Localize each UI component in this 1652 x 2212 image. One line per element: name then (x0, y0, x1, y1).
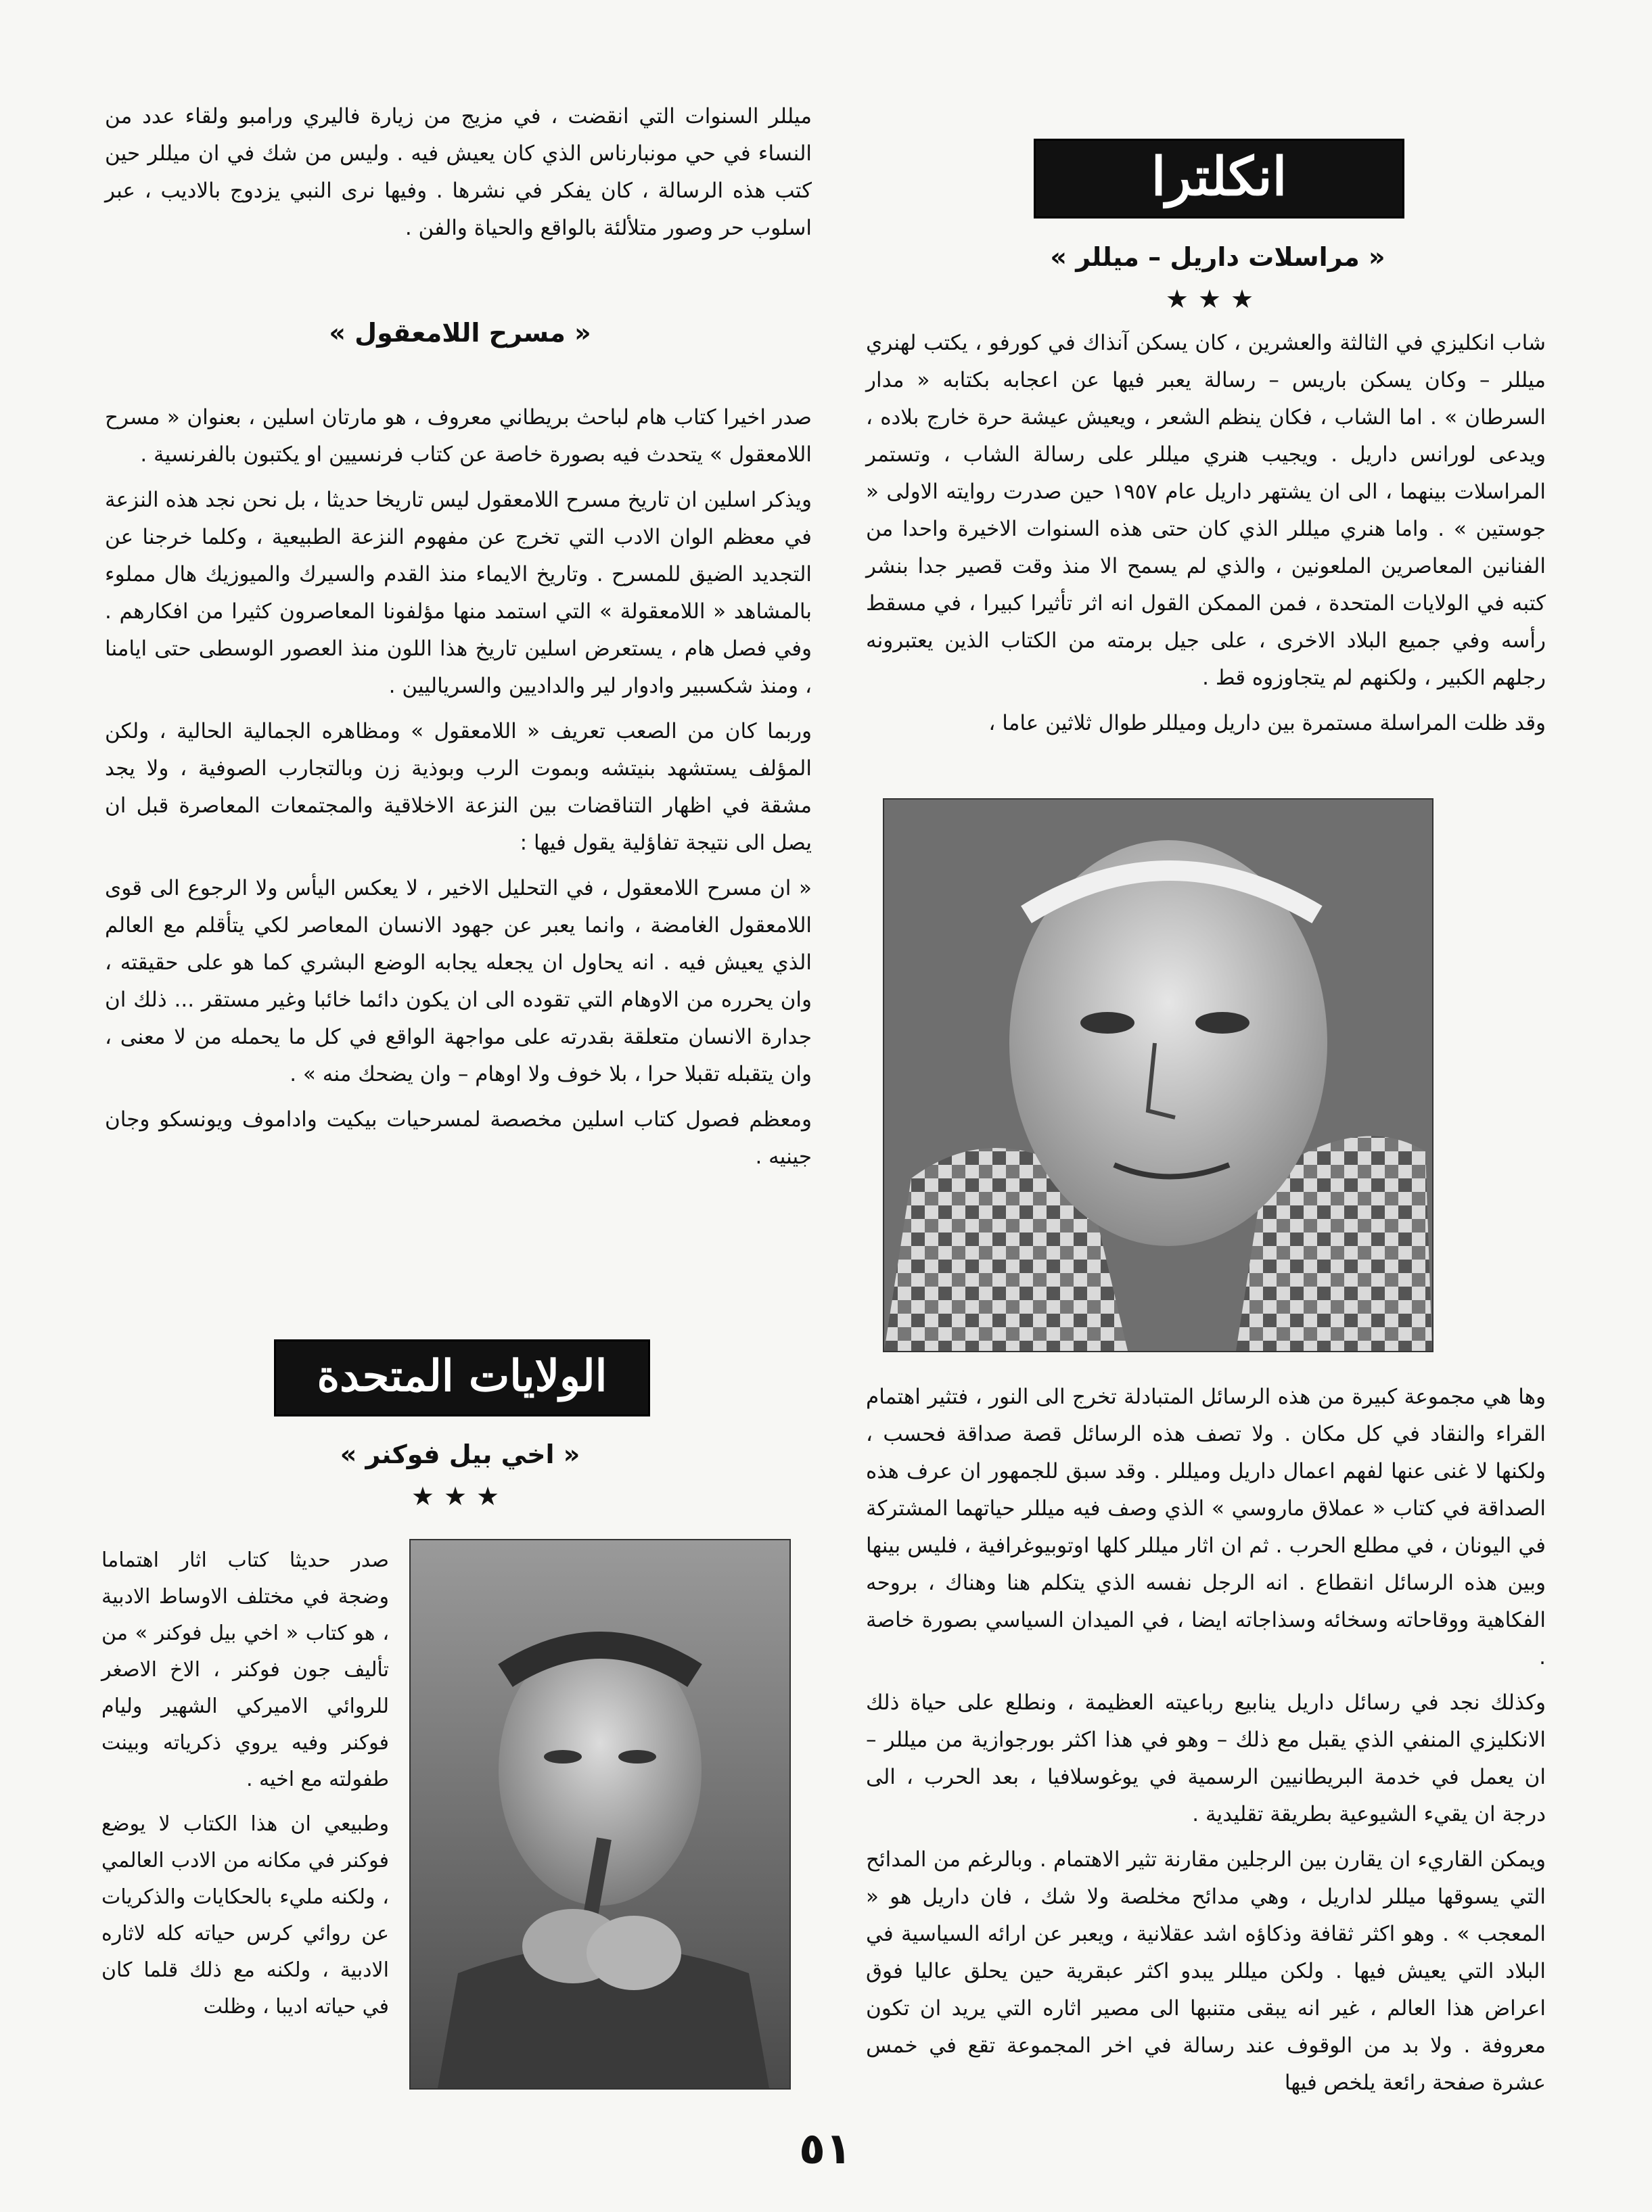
absurd-text (105, 399, 812, 1184)
miller-photo (883, 798, 1433, 1352)
paragraph: ويمكن القاريء ان يقارن بين الرجلين مقارنة تثير الاهتمام . وبالرغم من المدائح التي يسوقها ميللر لداريل ، وهي مدائح مخلصة ولا شك ، فان داريل هو « المعجب » . وهو اكثر ثقافة وذكاؤه اشد عقلانية ، ويعبر عن ارائه السياسية في البلاد التي يعيش فيها . ولكن ميللر يبدو اكثر عبقرية حين يحلق عاليا فوق اعراض هذا العالم ، غير انه يبقى متنبها الى مصير اثاره التي يريد ان تكون معروفة . ولا بد من الوقوف عند رسالة في اخر المجموعة تقع في خمس عشرة صفحة رائعة يلخص فيها (866, 1847, 1546, 2095)
paragraph: وقد ظلت المراسلة مستمرة بين داريل وميللر طوال ثلاثين عاما ، (988, 711, 1546, 735)
paragraph: صدر اخيرا كتاب هام لباحث بريطاني معروف ، هو مارتان اسلين ، بعنوان « مسرح اللامعقول » يتحدث فيه بصورة خاصة عن كتاب فرنسيين او يكتبون بالفرنسية . (105, 405, 812, 467)
usa-stars: ★★★ (411, 1481, 509, 1511)
paragraph: صدر حديثا كتاب اثار اهتماما وضجة في مختلف الاوساط الادبية ، هو كتاب « اخي بيل فوكنر » من تأليف جون فوكنر ، الاخ الاصغر للروائي الاميركي الشهير وليام فوكنر وفيه يروي ذكرياته وبينت طفولته مع اخيه . (101, 1548, 389, 1791)
continuation-text (105, 98, 812, 255)
paragraph: « ان مسرح اللامعقول ، في التحليل الاخير ، لا يعكس اليأس ولا الرجوع الى قوى اللامعقول الغامضة ، وانما يعبر عن جهود الانسان المعاصر لكي يتأقلم مع العالم الذي يعيش فيه . انه يحاول ان يجعله يجابه الوضع البشري كما هو على حقيقته ، وان يحرره من الاوهام التي تقوده الى ان يكون دائما خائبا وغير مستقر ... ذلك ان جدارة الانسان متعلقة بقدرته على مواجهة الواقع في كل ما يحمله من لا معنى ، وان يتقبله تقبلا حرا ، بلا خوف ولا اوهام – وان يضحك منه » . (105, 876, 812, 1086)
paragraph: ويذكر اسلين ان تاريخ مسرح اللامعقول ليس تاريخا حديثا ، بل نحن نجد هذه النزعة في معظم الوان الادب التي تخرج عن مفهوم النزعة الطبيعية ، وكلما خرجنا عن التجديد الضيق للمسرح . وتاريخ الايماء منذ القدم والسيرك والميوزيك هال مملوء بالمشاهد « اللامعقولة » التي استمد منها مؤلفونا المعاصرون كثيرا من افكارهم . وفي فصل هام ، يستعرض اسلين تاريخ هذا اللون منذ العصور الوسطى حتى ايامنا ، ومنذ شكسبير وادوار لير والداديين والسرياليين . (105, 488, 812, 698)
paragraph: وطبيعي ان هذا الكتاب لا يوضع فوكنر في مكانه من الادب العالمي ، ولكنه مليء بالحكايات والذكريات عن روائي كرس حياته كله لاثاره الادبية ، ولكنه مع ذلك قلما كان في حياته اديبا ، وظلت (101, 1812, 389, 2019)
england-text-top (866, 325, 1546, 750)
paragraph: وها هي مجموعة كبيرة من هذه الرسائل المتبادلة تخرج الى النور ، فتثير اهتمام القراء والنقاد في كل مكان . ولا تصف هذه الرسائل قصة صداقة فحسب ، ولكنها لا غنى عنها لفهم اعمال داريل وميللر . وقد سبق للجمهور ان عرف هذه الصداقة في كتاب « عملاق ماروسي » الذي وصف فيه ميللر حياتهما المشتركة في اليونان ، في مطلع الحرب . ثم ان اثار ميللر كلها اوتوبيوغرافية ، فليس بينها وبين هذه الرسائل انقطاع . انه الرجل نفسه الذي يتكلم هنا وهناك ، بروحه الفكاهية ووقاحاته وسخائه وسذاجاته ايضا ، في الميدان السياسي بصورة خاصة . (866, 1385, 1546, 1669)
paragraph: ومعظم فصول كتاب اسلين مخصصة لمسرحيات بيكيت واداموف ويونسكو وجان جينيه . (105, 1107, 812, 1169)
england-stars: ★★★ (1165, 284, 1264, 314)
england-banner: انكلترا (1034, 139, 1404, 218)
absurd-subtitle: « مسرح اللامعقول » (329, 318, 591, 348)
usa-banner: الولايات المتحدة (274, 1339, 650, 1416)
paragraph: شاب انكليزي في الثالثة والعشرين ، كان يسكن آنذاك في كورفو ، يكتب لهنري ميللر – وكان يسكن باريس – رسالة يعبر فيها عن اعجابه بكتابه « مدار السرطان » . اما الشاب ، فكان ينظم الشعر ، ويعيش عيشة حرة خارج بلاده ، ويدعى لورانس داريل . ويجيب هنري ميللر على رسالة الشاب ، وتستمر المراسلات بينهما ، الى ان يشتهر داريل عام ١٩٥٧ حين صدرت روايته الاولى « جوستين » . واما هنري ميللر الذي كان حتى هذه السنوات الاخيرة واحدا من الفنانين المعاصرين الملعونين ، والذي لم يسمح الا منذ وقت قصير جدا بنشر كتبه في الولايات المتحدة ، فمن الممكن القول انه اثر تأثيرا كبيرا ، في مسقط رأسه وفي جميع البلاد الاخرى ، على جيل برمته من الكتاب الذين يعتبرونه رجلهم الكبير ، ولكنهم لم يتجاوزوه قط . (866, 331, 1546, 690)
usa-text (101, 1542, 389, 2033)
page-number: ٥١ (798, 2124, 852, 2174)
england-subtitle: « مراسلات داريل – ميللر » (1050, 242, 1385, 272)
usa-subtitle: « اخي بيل فوكنر » (340, 1439, 580, 1469)
paragraph: وربما كان من الصعب تعريف « اللامعقول » ومظاهره الجمالية الحالية ، ولكن المؤلف يستشهد بنيتشه وبموت الرب وبوذية زن وبالتجارب الصوفية ، ولا يجد مشقة في اظهار التناقضات بين النزعة الاخلاقية والمجتمعات المعاصرة قبل ان يصل الى نتيجة تفاؤلية يقول فيها : (105, 719, 812, 855)
paragraph: وكذلك نجد في رسائل داريل ينابيع رباعيته العظيمة ، ونطلع على حياة ذلك الانكليزي المنفي الذي يقبل مع ذلك – وهو في هذا اكثر بورجوازية من ميللر – ان يعمل في خدمة البريطانيين الرسمية في يوغوسلافيا ، بعد الحرب ، الى درجة ان يقيء الشيوعية بطريقة تقليدية . (866, 1690, 1546, 1826)
faulkner-photo (409, 1539, 791, 2090)
england-text-bottom (866, 1379, 1546, 2110)
paragraph: ميللر السنوات التي انقضت ، في مزيج من زيارة فاليري ورامبو ولقاء عدد من النساء في حي مونبارناس الذي كان يعيش فيه . وليس من شك في ان ميللر حين كتب هذه الرسالة ، كان يفكر في نشرها . وفيها نرى النبي يزدوج بالاديب ، عبر اسلوب حر وصور متلألئة بالواقع والحياة والفن . (105, 104, 812, 240)
